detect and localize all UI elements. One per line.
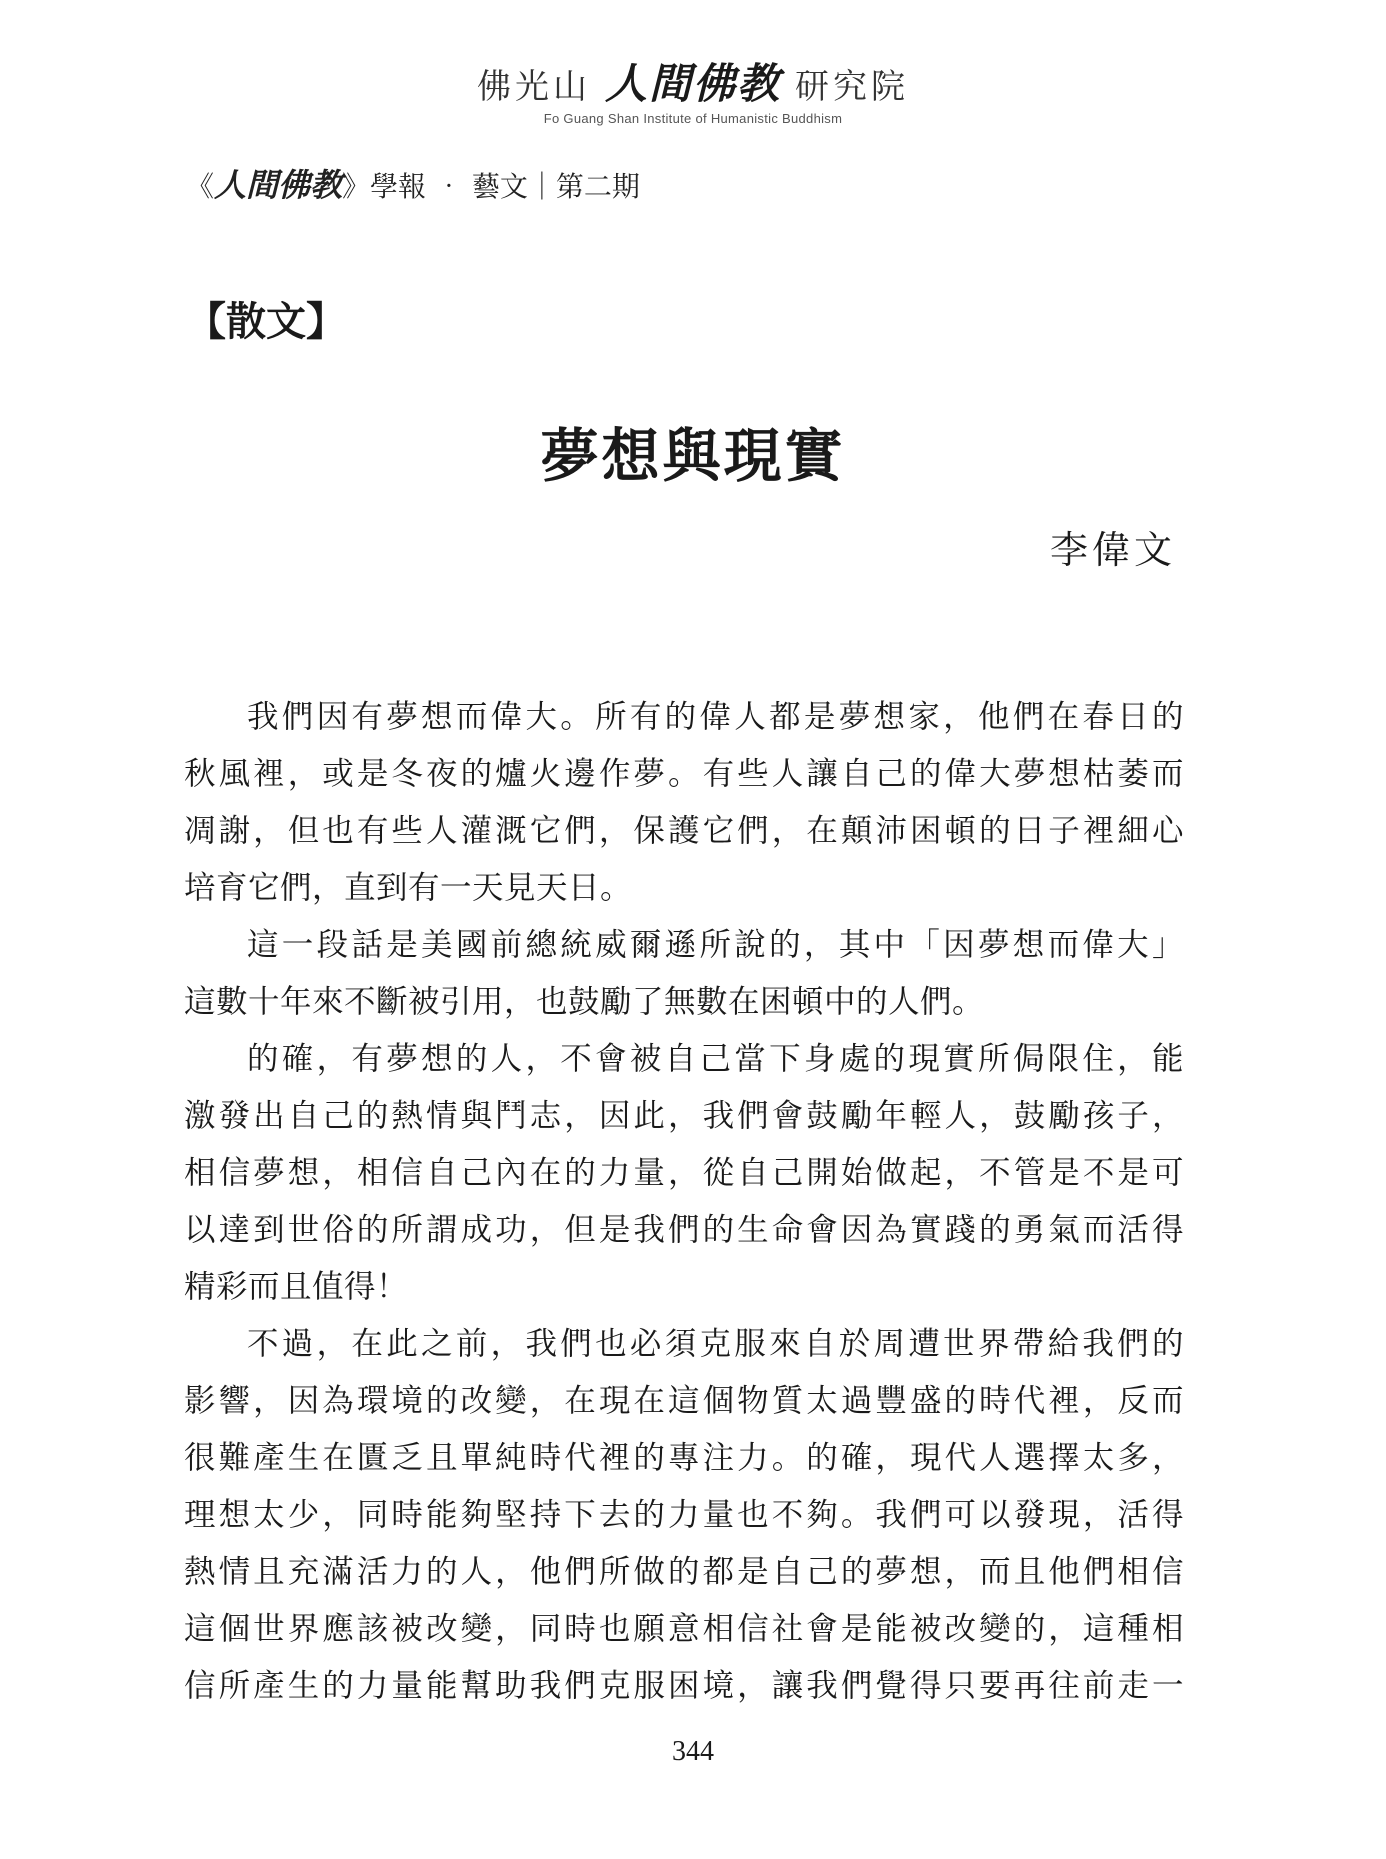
institute-english-name: Fo Guang Shan Institute of Humanistic Buddhism (543, 111, 843, 126)
body-line: 我們因有夢想而偉大。所有的偉人都是夢想家，他們在春日的 (247, 699, 1184, 735)
journal-running-head (186, 165, 640, 207)
body-line: 這數十年來不斷被引用，也鼓勵了無數在困頓中的人們。 (184, 984, 985, 1020)
article-author: 李偉文 (1049, 528, 1176, 572)
body-line: 不過，在此之前，我們也必須克服來自於周遭世界帶給我們的 (247, 1326, 1184, 1362)
institute-name-left: 佛光山 (476, 67, 591, 107)
institute-name-right: 研究院 (795, 67, 909, 107)
running-head-open-bracket: 《 (186, 170, 215, 203)
journal-logo-calligraphy: 人間佛教 (214, 166, 343, 204)
body-line: 理想太少，同時能夠堅持下去的力量也不夠。我們可以發現，活得 (184, 1497, 1184, 1533)
article-body (184, 689, 1184, 1715)
institute-header (0, 59, 1386, 126)
body-line: 信所產生的力量能幫助我們克服困境，讓我們覺得只要再往前走一 (184, 1668, 1184, 1704)
body-line: 這一段話是美國前總統威爾遜所說的，其中「因夢想而偉大」 (247, 927, 1184, 963)
body-line: 激發出自己的熱情與鬥志，因此，我們會鼓勵年輕人，鼓勵孩子， (184, 1098, 1184, 1134)
body-line: 影響，因為環境的改變，在現在這個物質太過豐盛的時代裡，反而 (184, 1383, 1184, 1419)
body-line: 凋謝，但也有些人灌溉它們，保護它們，在顛沛困頓的日子裡細心 (184, 813, 1184, 849)
body-line: 熱情且充滿活力的人，他們所做的都是自己的夢想，而且他們相信 (184, 1554, 1184, 1590)
institute-logo-calligraphy: 人間佛教 (604, 59, 781, 108)
body-line: 培育它們，直到有一天見天日。 (184, 870, 633, 906)
body-line: 以達到世俗的所謂成功，但是我們的生命會因為實踐的勇氣而活得 (184, 1212, 1184, 1248)
article-title: 夢想與現實 (540, 422, 846, 490)
body-line: 秋風裡，或是冬夜的爐火邊作夢。有些人讓自己的偉大夢想枯萎而 (184, 756, 1184, 792)
body-line: 相信夢想，相信自己內在的力量，從自己開始做起，不管是不是可 (184, 1155, 1184, 1191)
body-line: 這個世界應該被改變，同時也願意相信社會是能被改變的，這種相 (184, 1611, 1184, 1647)
body-line: 的確，有夢想的人，不會被自己當下身處的現實所侷限住，能 (247, 1041, 1184, 1077)
body-line: 精彩而且值得！ (184, 1269, 409, 1305)
body-line: 很難產生在匱乏且單純時代裡的專注力。的確，現代人選擇太多， (184, 1440, 1184, 1476)
section-label: 【散文】 (186, 298, 346, 345)
institute-name (0, 59, 1386, 109)
page-number: 344 (672, 1736, 714, 1767)
running-head-rest: 》學報 ‧ 藝文｜第二期 (342, 170, 640, 203)
